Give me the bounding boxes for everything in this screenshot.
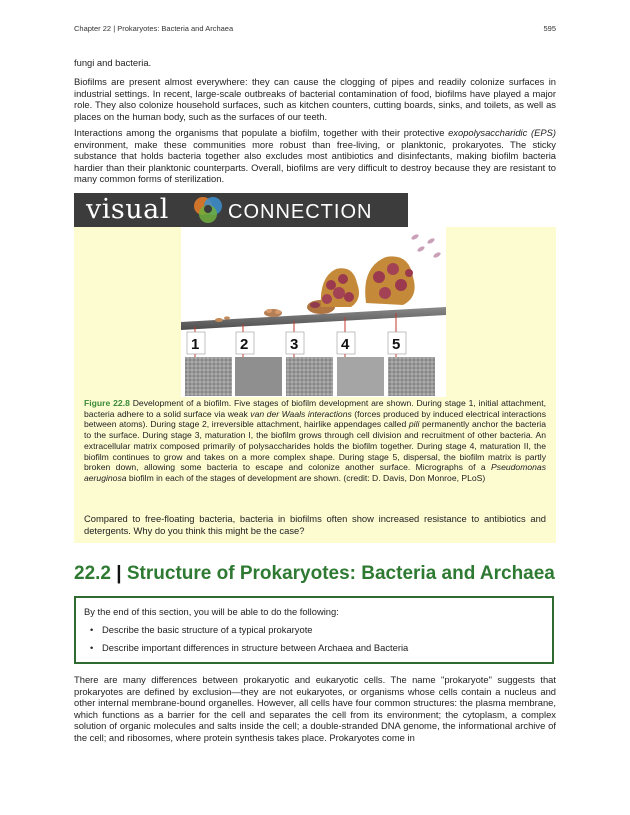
bullet-icon: •	[90, 642, 94, 653]
stage-label-2: 2	[240, 336, 249, 353]
objective-text: Describe the basic structure of a typical prokaryote	[102, 624, 313, 635]
caption-text-2: (forces produced by induced electrical interactions between atoms). During stage 2, irreversible attachment, hairlike appendages called	[84, 408, 546, 430]
stage-label-4: 4	[341, 336, 350, 353]
biofilm-diagram	[181, 227, 446, 397]
caption-em-1: van der Waals interactions	[250, 408, 352, 419]
visual-connection-word-connection: CONNECTION	[228, 201, 373, 223]
objectives-intro: By the end of this section, you will be able to do the following:	[84, 606, 339, 617]
section-title-text: Structure of Prokaryotes: Bacteria and Archaea	[126, 563, 555, 584]
biofilm-figure	[181, 227, 446, 397]
micrograph-stage-5	[388, 357, 435, 396]
micrograph-stage-1	[185, 357, 232, 396]
page-number: 595	[543, 24, 556, 33]
stage-5-biofilm	[365, 233, 441, 305]
caption-text-1: Development of a biofilm. Five stages of biofilm development are shown. During stage 1, initial attachment, bacteria adhere to a solid surface via weak	[84, 398, 546, 419]
micrograph-stage-2	[235, 357, 282, 396]
visual-connection-word-visual: visual	[86, 194, 169, 225]
learning-objectives-box	[74, 596, 554, 664]
caption-text-3: permanently anchor the bacteria to the surface. During stage 3, maturation I, the biofilm grows through cell division and recruitment of other bacteria. An extracellular matrix composed primarily of polysaccharides holds the biofilm together. During stage 4, maturation II, the biofilm continues to grow and takes on a more complex shape. During stage 5, dispersal, the biofilm matrix is partly broken down, allowing some bacteria to escape and colonize another surface. Micrographs of a	[84, 419, 546, 473]
list-item	[90, 642, 408, 653]
visual-connection-logo-icon	[190, 193, 226, 227]
bullet-icon: •	[90, 624, 94, 635]
paragraph-2-text-b: environment, make these communities more robust than free-living, or planktonic, prokaryotes. The sticky substance that holds bacteria together also excludes most antibiotics and disinfectants, making biofilm bacteria hardier than their planktonic counterparts. Overall, biofilms are very difficult to destroy because they are resistant to many common forms of sterilization.	[74, 138, 556, 185]
caption-em-2: pili	[408, 419, 420, 430]
stage-label-3: 3	[290, 336, 299, 353]
figure-caption	[84, 398, 546, 484]
chapter-title: Chapter 22 | Prokaryotes: Bacteria and Archaea	[74, 24, 234, 33]
section-separator: |	[116, 563, 122, 584]
stage-labels	[191, 336, 400, 353]
stage-label-5: 5	[392, 336, 401, 353]
stage-4-biofilm	[321, 268, 359, 307]
paragraph-3: There are many differences between prokaryotic and eukaryotic cells. The name "prokaryote" suggests that prokaryotes are defined by exclusion—they are not eukaryotes, or organisms whose cells contain a nucleus and other internal membrane-bound organelles. However, all cells have four common structures: the plasma membrane, which functions as a barrier for the cell and separates the cell from its environment; the cytoplasm, a complex solution of organic molecules and salts inside the cell; a double-stranded DNA genome, the informational archive of the cell; and ribosomes, where protein synthesis takes place. Prokaryotes come in	[74, 674, 556, 743]
stage-label-1: 1	[191, 336, 200, 353]
eps-term: exopolysaccharidic (EPS)	[448, 127, 556, 138]
objectives-list	[90, 624, 408, 660]
stage-2-bacteria	[264, 309, 282, 317]
paragraph-1: Biofilms are present almost everywhere: they can cause the clogging of pipes and readily colonize surfaces in industrial settings. In recent, large-scale outbreaks of bacterial contamination of food, biofilms have played a major role. They also colonize household surfaces, such as kitchen counters, cutting boards, sinks, and toilets, as well as places on the human body, such as the surfaces of our teeth.	[74, 76, 556, 122]
visual-connection-banner	[74, 193, 408, 227]
section-heading	[74, 563, 555, 585]
objective-text: Describe important differences in structure between Archaea and Bacteria	[102, 642, 409, 653]
micrograph-stage-4	[337, 357, 384, 396]
caption-text-4: biofilm in each of the stages of development are shown. (credit: D. Davis, Don Monroe, PLoS)	[126, 472, 486, 483]
list-item	[90, 624, 408, 635]
visual-connection-question: Compared to free-floating bacteria, bacteria in biofilms often show increased resistance to antibiotics and detergents. Why do you think this might be the case?	[84, 513, 546, 536]
section-number: 22.2	[74, 563, 111, 584]
figure-label: Figure 22.8	[84, 398, 130, 408]
page-header	[74, 24, 556, 36]
micrograph-stage-3	[286, 357, 333, 396]
paragraph-2	[74, 127, 556, 185]
caption-em-3: Pseudomonas aeruginosa	[84, 462, 546, 483]
paragraph-2-text-a: Interactions among the organisms that populate a biofilm, together with their protective	[74, 127, 449, 138]
paragraph-0: fungi and bacteria.	[74, 57, 152, 68]
